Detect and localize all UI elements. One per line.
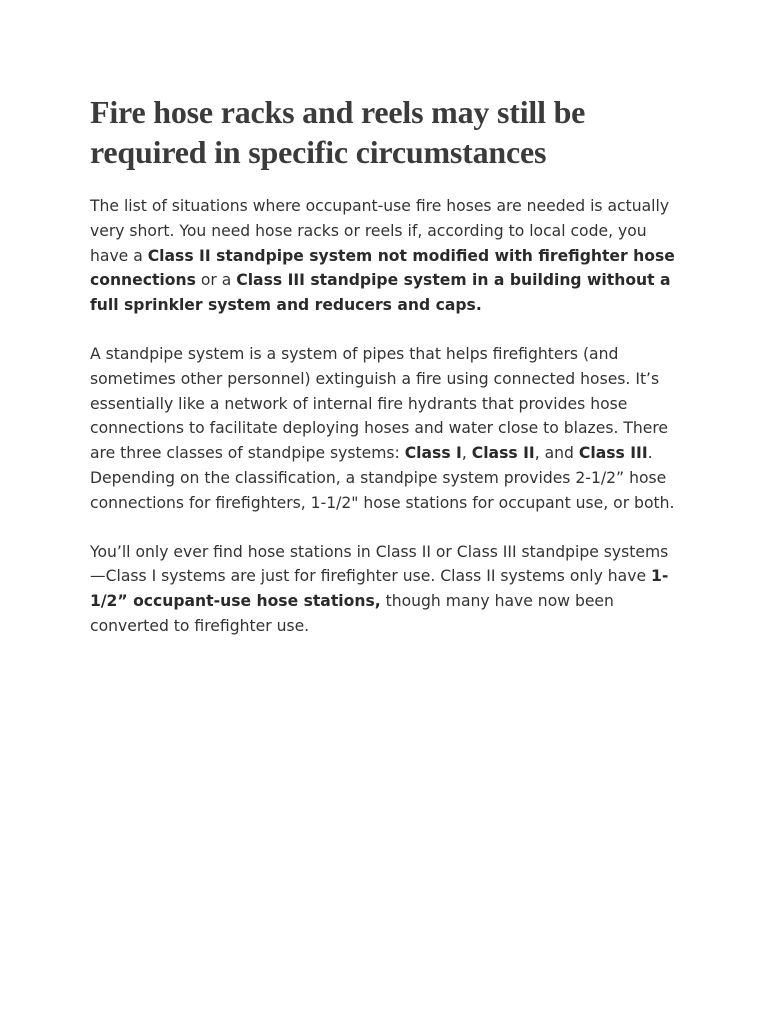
paragraph-text: . Depending on the classification, a standpipe system provides 2-1/2” hose connections for firefighters, 1-1/2" hose stations for occupant use, or both. — [90, 444, 675, 512]
bold-text: Class III — [578, 444, 648, 463]
paragraph-text: though many have now been converted to firefighter use. — [90, 592, 614, 635]
paragraph-hose-stations — [90, 540, 680, 639]
paragraph-text: , and — [534, 444, 579, 463]
bold-text: Class II — [471, 444, 535, 463]
page-title: Fire hose racks and reels may still be required in specific circumstances — [90, 94, 586, 170]
paragraph-text: or a — [195, 271, 237, 290]
paragraph-hose-requirements — [90, 194, 680, 318]
paragraph-standpipe-definition — [90, 342, 680, 516]
bold-text: Class III standpipe system in a building without a full sprinkler system and reducers and caps. — [90, 271, 671, 315]
document-page — [90, 92, 680, 663]
bold-text: Class II standpipe system not modified with firefighter hose connections — [90, 246, 675, 290]
bold-text: 1-1/2” occupant-use hose stations, — [90, 567, 669, 611]
paragraph-text: You’ll only ever find hose stations in Class II or Class III standpipe systems—Class I systems are just for firefighter use. Class II systems only have — [90, 542, 669, 586]
bold-text: Class I — [404, 444, 462, 463]
paragraph-text: A standpipe system is a system of pipes that helps firefighters (and sometimes other personnel) extinguish a fire using connected hoses. It’s essentially like a network of internal fire hydrants that provides hose connections to facilitate deploying hoses and water close to blazes. There are three classes of standpipe systems: — [90, 344, 669, 463]
paragraph-text: The list of situations where occupant-use fire hoses are needed is actually very short. You need hose racks or reels if, according to local code, you have a — [90, 197, 670, 265]
paragraph-text: , — [461, 444, 472, 463]
